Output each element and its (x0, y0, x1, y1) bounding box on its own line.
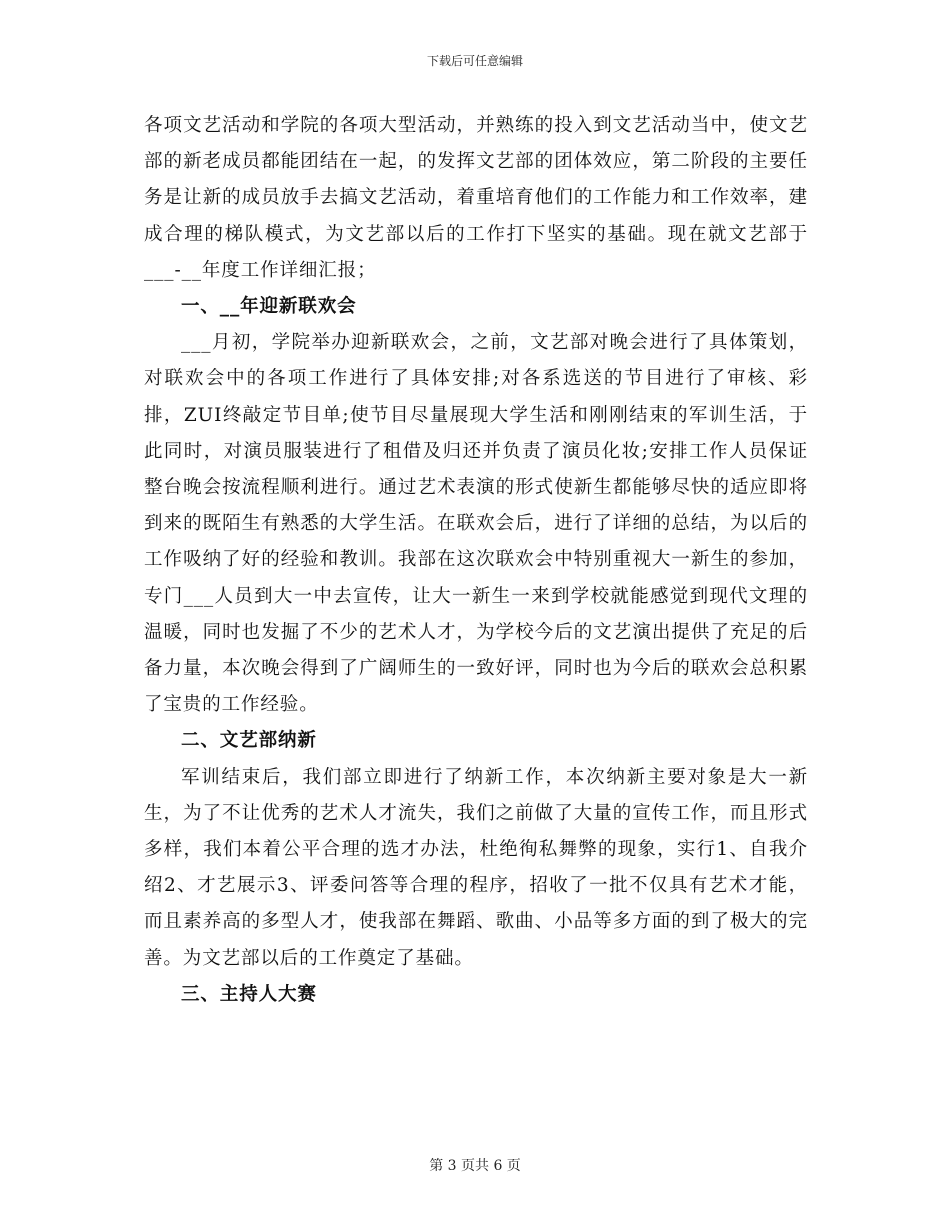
section-heading-welcome-party: 一、__年迎新联欢会 (181, 296, 357, 318)
section-paragraph-recruitment: 军训结束后，我们部立即进行了纳新工作，本次纳新主要对象是大一新生，为了不让优秀的艺术人才流失，我们之前做了大量的宣传工作，而且形式多样，我们本着公平合理的选才办法，杜绝徇私舞弊的现象，实行1、自我介绍2、才艺展示3、评委问答等合理的程序，招收了一批不仅具有艺术才能，而且素养高的多型人才，使我部在舞蹈、歌曲、小品等多方面的到了极大的完善。为文艺部以后的工作奠定了基础。 (144, 766, 808, 969)
section-paragraph-welcome-party: ___月初，学院举办迎新联欢会，之前，文艺部对晚会进行了具体策划，对联欢会中的各项工作进行了具体安排;对各系选送的节目进行了审核、彩排，ZUI终敲定节目单;使节目尽量展现大学生活和刚刚结束的军训生活，于此同时，对演员服装进行了租借及归还并负责了演员化妆;安排工作人员保证整台晚会按流程顺利进行。通过艺术表演的形式使新生都能够尽快的适应即将到来的既陌生有熟悉的大学生活。在联欢会后，进行了详细的总结，为以后的工作吸纳了好的经验和教训。我部在这次联欢会中特别重视大一新生的参加，专门___人员到大一中去宣传，让大一新生一来到学校就能感觉到现代文理的温暖，同时也发掘了不少的艺术人才，为学校今后的文艺演出提供了充足的后备力量，本次晚会得到了广阔师生的一致好评，同时也为今后的联欢会总积累了宝贵的工作经验。 (144, 332, 808, 716)
page-footer: 第 3 页共 6 页 (429, 1158, 521, 1174)
document-body (144, 108, 808, 1013)
intro-paragraph: 各项文艺活动和学院的各项大型活动，并熟练的投入到文艺活动当中，使文艺部的新老成员都能团结在一起，的发挥文艺部的团体效应，第二阶段的主要任务是让新的成员放手去搞文艺活动，着重培育他们的工作能力和工作效率，建成合理的梯队模式，为文艺部以后的工作打下坚实的基础。现在就文艺部于___-__年度工作详细汇报； (144, 115, 808, 281)
page-header: 下载后可任意编辑 (426, 54, 523, 68)
section-heading-recruitment: 二、文艺部纳新 (181, 730, 317, 752)
section-heading-host-contest: 三、主持人大赛 (181, 983, 317, 1005)
